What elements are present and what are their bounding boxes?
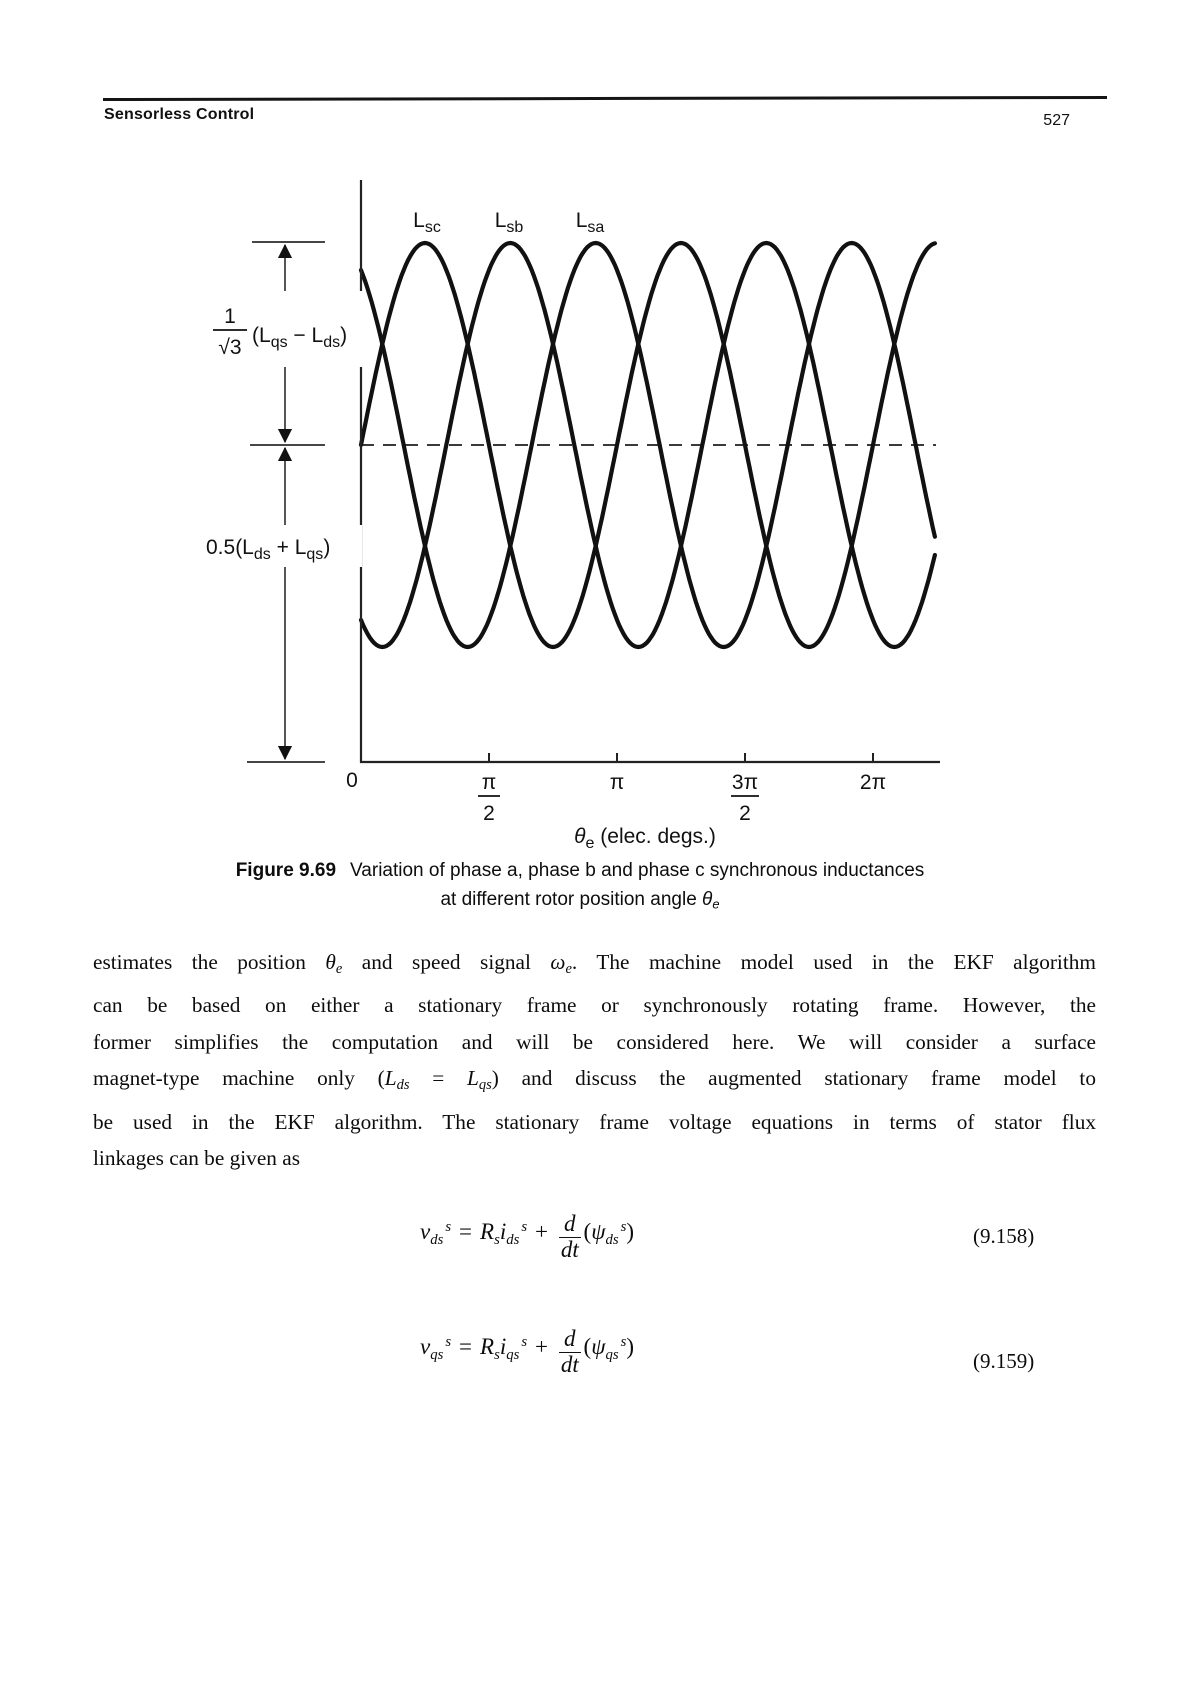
text-run: at different rotor position angle — [440, 889, 703, 910]
equation-number-9-159: (9.159) — [973, 1349, 1035, 1373]
eq-token: s — [494, 1232, 500, 1249]
equation-9-159 — [420, 1327, 634, 1378]
equation-number-9-158: (9.158) — [973, 1224, 1035, 1248]
text-run: linkages can be given as — [93, 1146, 300, 1171]
eq-token: ds — [506, 1232, 520, 1249]
eq-token: s — [521, 1333, 528, 1350]
curve-label-Lsa: $L_{sa}$ — [575, 209, 605, 236]
text-run: θ — [702, 889, 713, 910]
text-run: ω — [550, 950, 566, 974]
figure-caption-label: Figure 9.69 — [235, 860, 337, 881]
eq-token: ) — [626, 1218, 634, 1244]
eq-token: R — [480, 1218, 495, 1244]
body-line — [93, 1060, 1096, 1103]
text-run: be used in the EKF algorithm. The stationary frame voltage equations in terms of stator flux — [93, 1109, 1096, 1134]
eq-token: + — [535, 1218, 549, 1244]
svg-text:π: π — [481, 771, 497, 794]
text-run: θ — [325, 950, 336, 974]
xtick-label-pi-half — [478, 771, 500, 825]
figure-caption-line1 — [135, 856, 1025, 885]
text-run: . The machine model used in the EKF algorithm — [571, 950, 1096, 974]
eq-token: s — [445, 1333, 452, 1350]
eq-token: ( — [583, 1218, 592, 1244]
eq-token: s — [445, 1218, 452, 1235]
eq-token: $\frac{d}{dt}$ — [560, 1211, 579, 1262]
figure-caption-text: Variation of phase a, phase b and phase c synchronous inductances — [350, 860, 925, 881]
eq-token: = — [459, 1218, 473, 1244]
eq-token: i — [499, 1218, 507, 1244]
svg-text:2: 2 — [483, 802, 495, 825]
text-run: estimates the position — [93, 950, 326, 974]
eq-token: s — [620, 1333, 627, 1350]
eq-token: R — [480, 1333, 495, 1359]
header-rule — [103, 96, 1107, 101]
text-run: ds — [396, 1077, 410, 1094]
text-run: = — [409, 1066, 468, 1091]
body-line — [93, 987, 1096, 1023]
text-run: e — [565, 961, 572, 978]
xtick-label-3pi-half — [731, 771, 759, 825]
xtick-label-0: 0 — [346, 769, 358, 792]
body-paragraph — [93, 944, 1096, 1177]
eq-token: v — [420, 1333, 431, 1359]
text-run: and speed signal — [342, 950, 551, 974]
amplitude-expression: $(L_{qs} - L_{ds})$ — [252, 324, 348, 351]
eq-token: = — [459, 1333, 473, 1359]
body-line — [93, 1104, 1096, 1140]
text-run: can be based on either a stationary frame or synchronously rotating frame. However, the — [93, 993, 1096, 1018]
curve-label-Lsb: $L_{sb}$ — [494, 209, 524, 236]
eq-token: i — [499, 1333, 507, 1359]
running-header-title: Sensorless Control — [104, 106, 255, 123]
text-run: former simplifies the computation and will be considered here. We will consider a surface — [93, 1029, 1096, 1054]
eq-token: + — [535, 1333, 549, 1359]
body-line — [93, 944, 1096, 987]
text-run: L — [467, 1066, 479, 1091]
body-line — [93, 1024, 1096, 1060]
xtick-label-2pi: 2π — [859, 771, 887, 794]
eq-token: qs — [605, 1347, 619, 1364]
svg-text:3π: 3π — [731, 771, 759, 794]
figure-9-69-plot — [150, 165, 1010, 865]
frac-denominator: √3 — [218, 336, 242, 359]
body-line — [93, 1140, 1096, 1176]
x-axis-title: $\theta_e$ (elec. degs.) — [574, 825, 716, 852]
text-run: e — [712, 896, 720, 912]
text-run: qs — [478, 1077, 492, 1094]
eq-token: ( — [583, 1333, 592, 1359]
eq-token: s — [620, 1218, 627, 1235]
figure-caption — [135, 856, 1025, 919]
frac-numerator: 1 — [224, 305, 236, 328]
axes — [361, 180, 940, 762]
eq-token: ψ — [591, 1333, 606, 1359]
text-run: e — [335, 961, 343, 978]
xtick-label-pi: π — [609, 771, 625, 794]
page-number: 527 — [1043, 112, 1070, 129]
equation-9-158 — [420, 1212, 634, 1263]
eq-token: qs — [430, 1347, 444, 1364]
eq-token: ds — [605, 1232, 619, 1249]
text-run: magnet-type machine only ( — [93, 1066, 385, 1091]
text-run: L — [384, 1066, 397, 1091]
eq-token: s — [494, 1347, 500, 1364]
text-run: ) and discuss the augmented stationary frame model to — [491, 1066, 1096, 1091]
eq-token: ψ — [591, 1218, 606, 1244]
eq-token: $\frac{d}{dt}$ — [560, 1326, 579, 1377]
eq-token: s — [521, 1218, 528, 1235]
curve-label-Lsc: $L_{sc}$ — [413, 209, 441, 236]
eq-token: ds — [430, 1232, 444, 1249]
eq-token: qs — [506, 1347, 520, 1364]
mean-annotation — [198, 525, 362, 567]
svg-text:2: 2 — [739, 802, 751, 825]
eq-token: v — [420, 1218, 431, 1244]
eq-token: ) — [626, 1333, 634, 1359]
mean-expression: $0.5(L_{ds} + L_{qs})$ — [206, 536, 331, 563]
figure-caption-line2 — [135, 885, 1025, 919]
amplitude-annotation — [204, 291, 364, 367]
